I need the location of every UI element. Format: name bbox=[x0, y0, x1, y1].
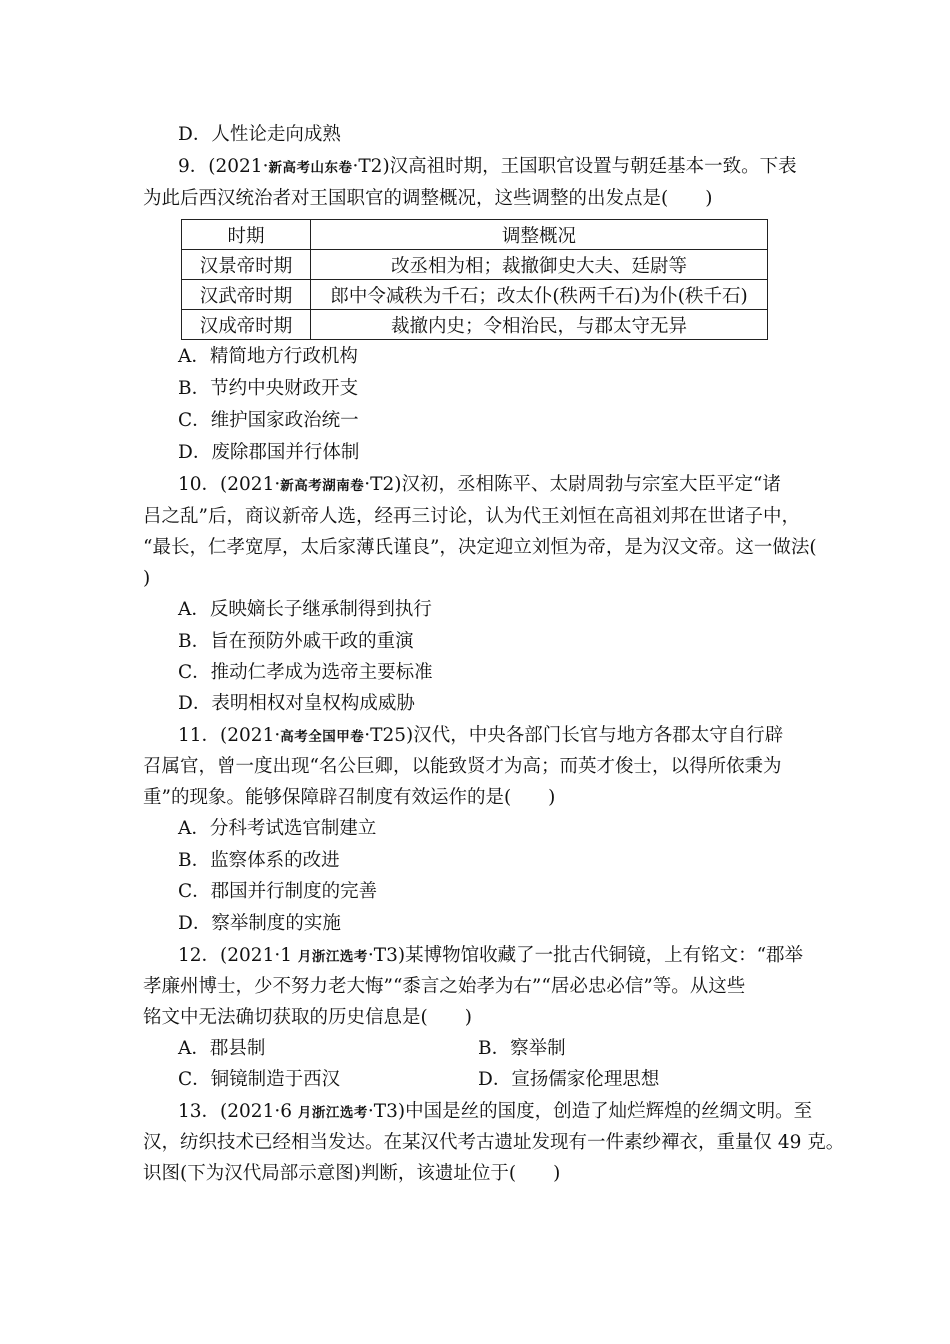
q12-stem-line3: 铭文中无法确切获取的历史信息是( ) bbox=[143, 1007, 472, 1028]
q9-table bbox=[181, 219, 768, 340]
q8-option-d: D．人性论走向成熟 bbox=[178, 124, 341, 145]
q10-option-b: B．旨在预防外戚干政的重演 bbox=[178, 631, 414, 652]
q10-stem-line3: “最长，仁孝宽厚，太后家薄氏谨良”，决定迎立刘恒为帝，是为汉文帝。这一做法( bbox=[143, 537, 817, 558]
q13-stem-line1 bbox=[178, 1100, 823, 1125]
q11-option-a: A．分科考试选官制建立 bbox=[178, 818, 377, 839]
q9-option-a: A．精简地方行政机构 bbox=[178, 346, 358, 367]
q13-source: 月浙江选考 bbox=[297, 1105, 368, 1121]
q11-stem-line1 bbox=[178, 724, 823, 749]
q9-stem-line1 bbox=[178, 155, 823, 180]
q9-stem-line2: 为此后西汉统治者对王国职官的调整概况，这些调整的出发点是( ) bbox=[143, 188, 713, 209]
q12-option-row2 bbox=[178, 1068, 858, 1092]
table-header-adjustment: 调整概况 bbox=[311, 220, 768, 250]
q11-option-c: C．郡国并行制度的完善 bbox=[178, 881, 378, 902]
q10-stem-line2: 吕之乱”后，商议新帝人选，经再三讨论，认为代王刘恒在高祖刘邦在世诸子中， bbox=[143, 506, 800, 527]
table-cell-adjustment: 裁撤内史；令相治民，与郡太守无异 bbox=[311, 310, 768, 340]
table-header-period: 时期 bbox=[182, 220, 311, 250]
q12-stem-text: ·T3)某博物馆收藏了一批古代铜镜，上有铭文：“郡举 bbox=[367, 945, 804, 966]
q9-option-d: D．废除郡国并行体制 bbox=[178, 442, 360, 463]
table-row bbox=[182, 250, 768, 280]
table-cell-period: 汉武帝时期 bbox=[182, 280, 311, 310]
q12-number: 12．(2021·1 bbox=[178, 945, 298, 966]
table-cell-adjustment: 改丞相为相；裁撤御史大夫、廷尉等 bbox=[311, 250, 768, 280]
q12-stem-line2: 孝廉州博士，少不努力老大悔”“黍言之始孝为右”“居必忠必信”等。从这些 bbox=[143, 976, 746, 997]
table-cell-adjustment: 郎中令减秩为千石；改太仆(秩两千石)为仆(秩千石) bbox=[311, 280, 768, 310]
table-cell-period: 汉成帝时期 bbox=[182, 310, 311, 340]
q9-option-c: C．维护国家政治统一 bbox=[178, 410, 359, 431]
q10-source: 新高考湖南卷 bbox=[280, 478, 365, 494]
q10-option-d: D．表明相权对皇权构成威胁 bbox=[178, 693, 415, 714]
q11-stem-line2: 召属官，曾一度出现“名公巨卿，以能致贤才为高；而英才俊士，以得所依秉为 bbox=[143, 756, 782, 777]
q11-option-b: B．监察体系的改进 bbox=[178, 850, 340, 871]
q10-stem-line1 bbox=[178, 473, 823, 498]
q12-option-c: C．铜镜制造于西汉 bbox=[178, 1069, 341, 1090]
q11-source: 高考全国甲卷 bbox=[280, 729, 365, 745]
q9-source: 新高考山东卷 bbox=[268, 160, 353, 176]
q12-option-d: D．宣扬儒家伦理思想 bbox=[478, 1069, 660, 1090]
q9-option-b: B．节约中央财政开支 bbox=[178, 378, 359, 399]
q11-stem-line3: 重”的现象。能够保障辟召制度有效运作的是( ) bbox=[143, 787, 556, 808]
q12-option-row1 bbox=[178, 1037, 858, 1061]
table-row bbox=[182, 310, 768, 340]
q9-stem-text: ·T2)汉高祖时期，王国职官设置与朝廷基本一致。下表 bbox=[352, 156, 797, 177]
q11-option-d: D．察举制度的实施 bbox=[178, 913, 341, 934]
q12-option-a: A．郡县制 bbox=[178, 1038, 266, 1059]
table-row bbox=[182, 280, 768, 310]
table-header-row bbox=[182, 220, 768, 250]
table-cell-period: 汉景帝时期 bbox=[182, 250, 311, 280]
q10-number: 10．(2021· bbox=[178, 474, 281, 495]
q9-number: 9．(2021· bbox=[178, 156, 269, 177]
q10-option-a: A．反映嫡长子继承制得到执行 bbox=[178, 599, 432, 620]
q13-stem-text: ·T3)中国是丝的国度，创造了灿烂辉煌的丝绸文明。至 bbox=[367, 1101, 813, 1122]
q13-stem-line3: 识图(下为汉代局部示意图)判断，该遗址位于( ) bbox=[143, 1163, 561, 1184]
q11-number: 11．(2021· bbox=[178, 725, 281, 746]
q10-stem-text: ·T2)汉初，丞相陈平、太尉周勃与宗室大臣平定“诸 bbox=[364, 474, 781, 495]
q13-stem-line2: 汉，纺织技术已经相当发达。在某汉代考古遗址发现有一件素纱襌衣，重量仅 49 克。 bbox=[143, 1132, 845, 1153]
q12-stem-line1 bbox=[178, 944, 823, 969]
q13-number: 13．(2021·6 bbox=[178, 1101, 298, 1122]
q12-option-b: B．察举制 bbox=[478, 1038, 566, 1059]
q12-source: 月浙江选考 bbox=[297, 949, 368, 965]
q10-stem-line4: ) bbox=[143, 568, 151, 589]
q11-stem-text: ·T25)汉代，中央各部门长官与地方各郡太守自行辟 bbox=[364, 725, 784, 746]
q10-option-c: C．推动仁孝成为选帝主要标准 bbox=[178, 662, 433, 683]
